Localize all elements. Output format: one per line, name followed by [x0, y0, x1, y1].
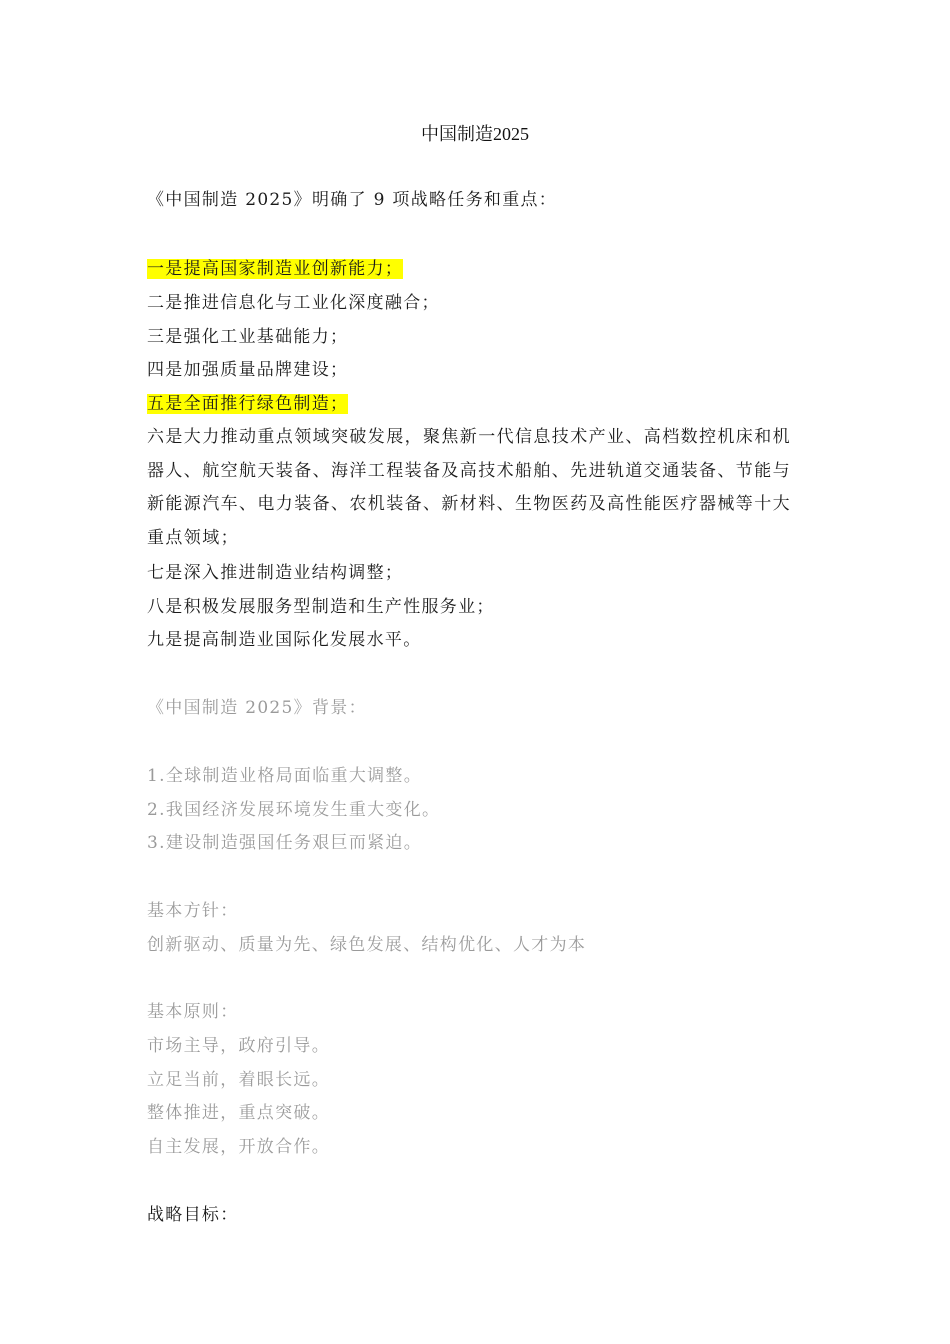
- principle-4: 自主发展，开放合作。: [147, 1137, 330, 1157]
- background-item-3: 3.建设制造强国任务艰巨而紧迫。: [147, 833, 423, 853]
- task-1-highlight: 一是提高国家制造业创新能力；: [147, 259, 404, 279]
- document-title: 中国制造2025: [421, 124, 529, 144]
- background-item-1: 1.全球制造业格局面临重大调整。: [147, 766, 423, 786]
- task-1: [147, 257, 403, 281]
- principle-3: 整体推进，重点突破。: [147, 1103, 330, 1123]
- task-8: 八是积极发展服务型制造和生产性服务业；: [147, 597, 495, 617]
- task-4: 四是加强质量品牌建设；: [147, 360, 349, 380]
- task-5-highlight: 五是全面推行绿色制造；: [147, 394, 349, 414]
- policy-text: 创新驱动、质量为先、绿色发展、结构优化、人才为本: [147, 935, 587, 955]
- intro-line: 《中国制造 2025》明确了 9 项战略任务和重点：: [147, 190, 558, 210]
- principle-1: 市场主导，政府引导。: [147, 1036, 330, 1056]
- task-7: 七是深入推进制造业结构调整；: [147, 563, 404, 583]
- task-3: 三是强化工业基础能力；: [147, 327, 349, 347]
- task-9: 九是提高制造业国际化发展水平。: [147, 630, 422, 650]
- task-6-paragraph: 六是大力推动重点领域突破发展，聚焦新一代信息技术产业、高档数控机床和机器人、航空航天装备、海洋工程装备及高技术船舶、先进轨道交通装备、节能与新能源汽车、电力装备、农机装备、新材料、生物医药及高性能医疗器械等十大重点领域；: [147, 427, 791, 548]
- principles-heading: 基本原则：: [147, 1002, 239, 1022]
- task-2: 二是推进信息化与工业化深度融合；: [147, 293, 440, 313]
- goals-heading: 战略目标：: [147, 1205, 239, 1225]
- background-heading: 《中国制造 2025》背景：: [147, 698, 367, 718]
- principle-2: 立足当前，着眼长远。: [147, 1070, 330, 1090]
- background-item-2: 2.我国经济发展环境发生重大变化。: [147, 800, 441, 820]
- task-5: [147, 392, 348, 416]
- policy-heading: 基本方针：: [147, 901, 239, 921]
